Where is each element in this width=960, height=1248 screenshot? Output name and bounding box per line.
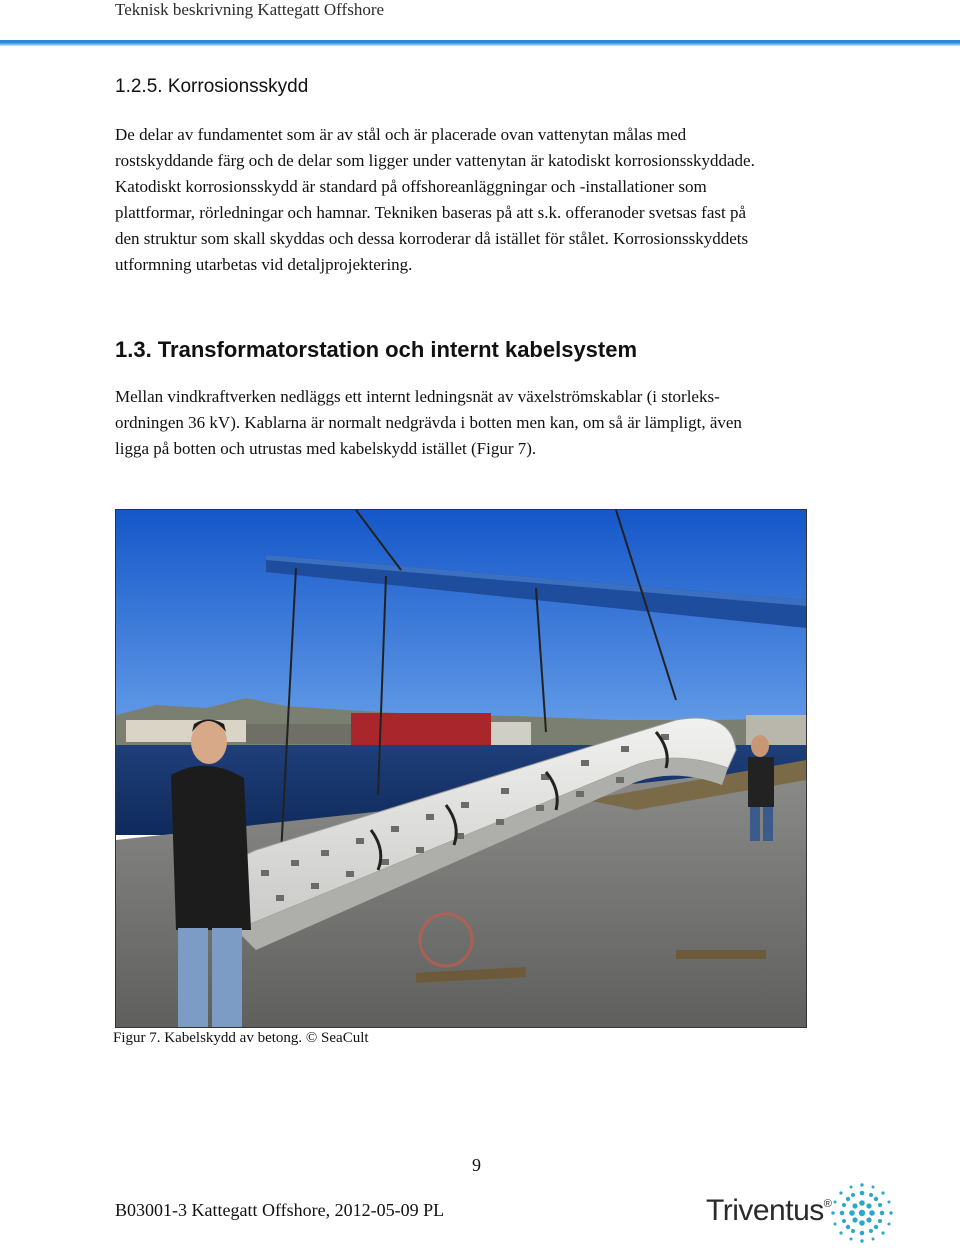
- triventus-logo: [706, 1182, 896, 1244]
- text-line: plattformar, rörledningar och hamnar. Tekniken baseras på att s.k. offeranoder svetsas fast på: [115, 203, 747, 222]
- logo-text: Triventus: [706, 1194, 824, 1227]
- footer-doc-ref: B03001-3 Kattegatt Offshore, 2012-05-09 PL: [115, 1200, 445, 1220]
- text-line: den struktur som skall skyddas och dessa korroderar då istället för stålet. Korrosionsskyddets: [115, 229, 749, 248]
- running-header: Teknisk beskrivning Kattegatt Offshore: [115, 0, 385, 19]
- logo-dots-icon: [828, 1182, 896, 1244]
- figure-photo: [115, 509, 807, 1028]
- text-line: rostskyddande färg och de delar som ligger under vattenytan är katodiskt korrosionsskyddade.: [115, 151, 755, 170]
- header-rule: [0, 40, 960, 46]
- logo-wordmark: [706, 1194, 831, 1228]
- section-heading-1-3: 1.3. Transformatorstation och internt kabelsystem: [115, 337, 638, 362]
- text-line: De delar av fundamentet som är av stål och är placerade ovan vattenytan målas med: [115, 125, 687, 144]
- text-line: Mellan vindkraftverken nedläggs ett internt ledningsnät av växelströmskablar (i storleks-: [115, 387, 720, 406]
- text-line: ligga på botten och utrustas med kabelskydd istället (Figur 7).: [115, 439, 537, 458]
- figure-caption: Figur 7. Kabelskydd av betong. © SeaCult: [113, 1030, 369, 1046]
- paragraph-kabelsystem: [115, 384, 845, 462]
- paragraph-korrosionsskydd: [115, 122, 845, 278]
- photo-illustration: [116, 510, 806, 1027]
- text-line: Katodiskt korrosionsskydd är standard på offshoreanläggningar och -installationer som: [115, 177, 707, 196]
- page-number: 9: [472, 1155, 481, 1175]
- text-line: utformning utarbetas vid detaljprojektering.: [115, 255, 413, 274]
- text-line: ordningen 36 kV). Kablarna är normalt nedgrävda i botten men kan, om så är lämpligt, även: [115, 413, 742, 432]
- logo-registered-mark: ®: [823, 1198, 832, 1210]
- section-heading-1-2-5: 1.2.5. Korrosionsskydd: [115, 76, 309, 97]
